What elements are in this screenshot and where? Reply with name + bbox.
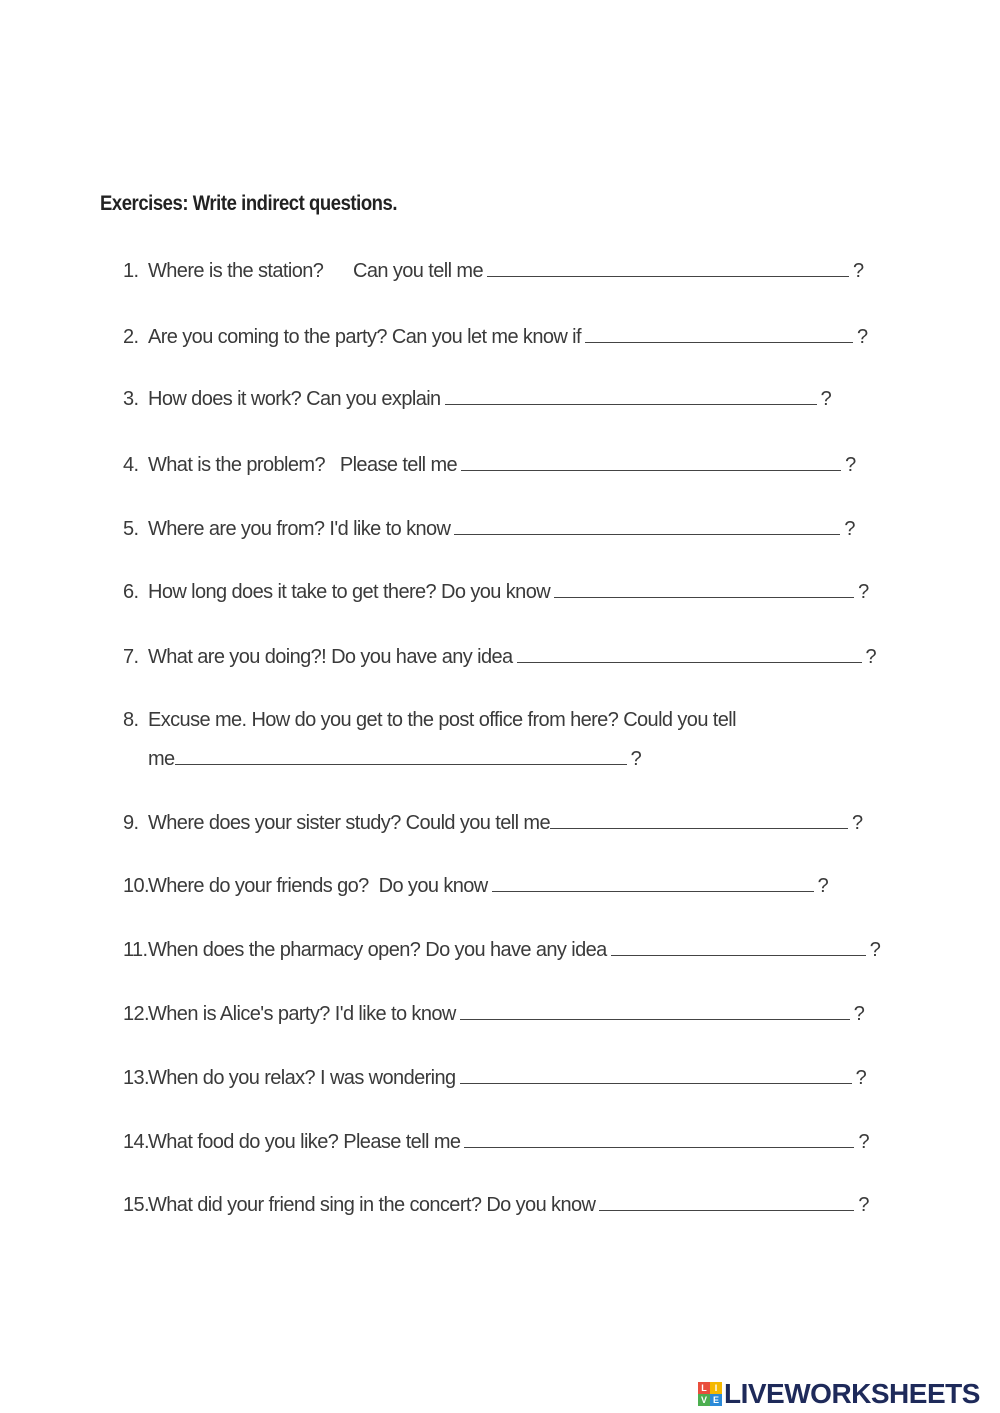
- question-10: [123, 873, 828, 898]
- answer-blank[interactable]: [487, 258, 849, 277]
- question-text: What did your friend sing in the concert? Do you know: [148, 1194, 596, 1216]
- answer-blank[interactable]: [550, 810, 848, 829]
- question-text: Are you coming to the party? Can you let me know if: [148, 326, 581, 348]
- question-3: [123, 386, 831, 411]
- question-text: Where are you from? I'd like to know: [148, 518, 451, 540]
- question-text: me: [148, 748, 175, 770]
- logo-mark-letter: V: [698, 1394, 710, 1406]
- question-5: [123, 516, 855, 541]
- answer-blank[interactable]: [492, 873, 814, 892]
- question-text: How long does it take to get there? Do you know: [148, 581, 551, 603]
- question-7: [123, 644, 876, 669]
- question-text: What are you doing?! Do you have any idea: [148, 646, 513, 668]
- question-11: [123, 937, 880, 962]
- question-14: [123, 1129, 869, 1154]
- answer-blank[interactable]: [460, 1065, 852, 1084]
- question-mark: ?: [630, 748, 642, 770]
- liveworksheets-logo-mark: [698, 1382, 722, 1406]
- answer-blank[interactable]: [585, 324, 853, 343]
- question-12: [123, 1001, 864, 1026]
- question-mark: ?: [845, 454, 856, 476]
- question-number: 2.: [123, 326, 139, 348]
- question-text: Excuse me. How do you get to the post office from here? Could you tell: [148, 709, 736, 731]
- question-9: [123, 810, 863, 835]
- question-8: [123, 708, 736, 732]
- question-text: How does it work? Can you explain: [148, 388, 441, 410]
- answer-blank[interactable]: [464, 1129, 854, 1148]
- question-text: What is the problem? Please tell me: [148, 454, 458, 476]
- question-text: When does the pharmacy open? Do you have any idea: [148, 939, 607, 961]
- question-mark: ?: [858, 1131, 869, 1153]
- question-number: 6.: [123, 581, 139, 603]
- question-mark: ?: [858, 1194, 869, 1216]
- question-number: 13.: [123, 1067, 150, 1089]
- question-mark: ?: [853, 1003, 865, 1025]
- question-13: [123, 1065, 866, 1090]
- question-mark: ?: [858, 581, 869, 603]
- question-mark: ?: [856, 326, 868, 348]
- question-mark: ?: [852, 812, 863, 834]
- question-number: 4.: [123, 454, 139, 476]
- question-number: 8.: [123, 709, 139, 731]
- question-text: What food do you like? Please tell me: [148, 1131, 461, 1153]
- answer-blank[interactable]: [445, 386, 817, 405]
- question-number: 7.: [123, 646, 139, 668]
- question-2: [123, 324, 868, 349]
- question-mark: ?: [817, 875, 829, 897]
- liveworksheets-logo[interactable]: [698, 1378, 980, 1410]
- answer-blank[interactable]: [461, 452, 841, 471]
- question-number: 1.: [123, 260, 139, 282]
- question-8-continuation: [148, 746, 641, 771]
- logo-mark-letter: E: [710, 1394, 722, 1406]
- question-number: 10.: [123, 875, 150, 897]
- answer-blank[interactable]: [175, 746, 627, 765]
- question-number: 15.: [123, 1194, 150, 1216]
- question-number: 3.: [123, 388, 139, 410]
- question-text: Where does your sister study? Could you tell me: [148, 812, 550, 834]
- question-mark: ?: [820, 388, 832, 410]
- question-1: [123, 258, 864, 283]
- logo-mark-letter: I: [710, 1382, 722, 1394]
- question-number: 9.: [123, 812, 139, 834]
- question-text: Where do your friends go? Do you know: [148, 875, 488, 897]
- answer-blank[interactable]: [599, 1192, 854, 1211]
- question-number: 14.: [123, 1131, 150, 1153]
- question-4: [123, 452, 856, 477]
- logo-mark-letter: L: [698, 1382, 710, 1394]
- question-mark: ?: [852, 260, 864, 282]
- question-mark: ?: [869, 939, 881, 961]
- question-6: [123, 579, 869, 604]
- question-15: [123, 1192, 869, 1217]
- question-text: When do you relax? I was wondering: [148, 1067, 456, 1089]
- answer-blank[interactable]: [517, 644, 862, 663]
- answer-blank[interactable]: [611, 937, 866, 956]
- answer-blank[interactable]: [554, 579, 854, 598]
- question-number: 12.: [123, 1003, 150, 1025]
- question-mark: ?: [855, 1067, 867, 1089]
- question-number: 11.: [123, 939, 148, 961]
- question-text: Where is the station? Can you tell me: [148, 260, 483, 282]
- answer-blank[interactable]: [454, 516, 840, 535]
- question-mark: ?: [865, 646, 877, 668]
- question-number: 5.: [123, 518, 139, 540]
- answer-blank[interactable]: [460, 1001, 850, 1020]
- logo-text: LIVEWORKSHEETS: [724, 1378, 980, 1409]
- page-title: Exercises: Write indirect questions.: [100, 192, 398, 215]
- question-mark: ?: [844, 518, 855, 540]
- question-text: When is Alice's party? I'd like to know: [148, 1003, 456, 1025]
